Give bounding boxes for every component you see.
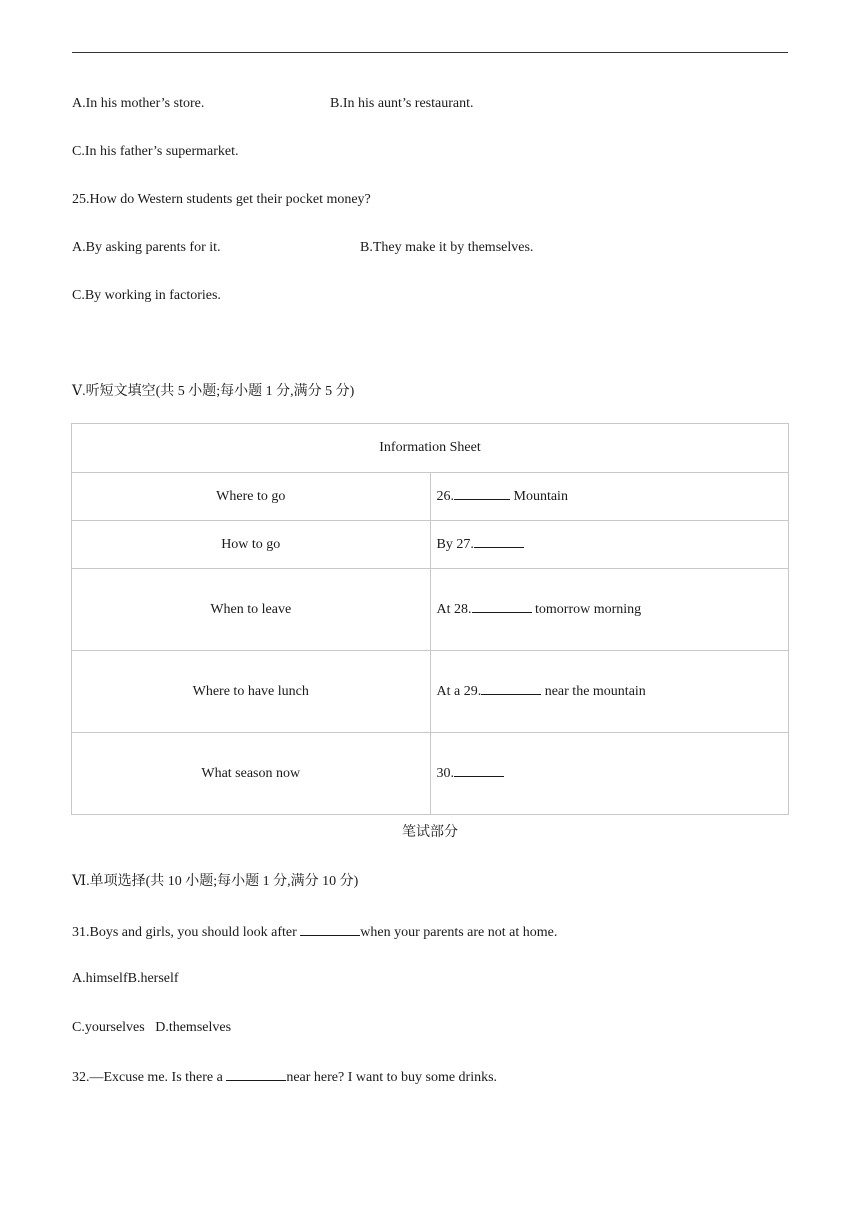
table-row bbox=[72, 521, 789, 569]
q31-stem bbox=[72, 922, 557, 942]
table-row bbox=[72, 733, 789, 815]
answer-blank-29 bbox=[481, 681, 541, 695]
q31-stem-end: when your parents are not at home. bbox=[360, 925, 558, 940]
row-value bbox=[430, 733, 789, 815]
written-part-heading: 笔试部分 bbox=[402, 825, 458, 840]
q31-options-cd: C.yourselves D.themselves bbox=[72, 1020, 232, 1035]
q31-stem-start: 31.Boys and girls, you should look after bbox=[72, 925, 301, 940]
blank-prefix: 26. bbox=[436, 488, 454, 504]
row-value bbox=[430, 569, 789, 651]
answer-blank-26 bbox=[454, 486, 510, 500]
row-label: What season now bbox=[72, 733, 431, 815]
q25-stem: 25.How do Western students get their pocket money? bbox=[72, 192, 371, 207]
q25-option-a: A.By asking parents for it. bbox=[72, 240, 221, 255]
table-title-row bbox=[72, 424, 789, 473]
row-value bbox=[430, 651, 789, 733]
blank-suffix: Mountain bbox=[510, 488, 568, 504]
section-6-heading: Ⅵ.单项选择(共 10 小题;每小题 1 分,满分 10 分) bbox=[72, 874, 359, 889]
row-label: How to go bbox=[72, 521, 431, 569]
information-sheet-table bbox=[71, 423, 789, 815]
row-label: Where to go bbox=[72, 473, 431, 521]
blank-prefix: 30. bbox=[436, 765, 454, 781]
answer-blank-28 bbox=[472, 599, 532, 613]
q32-stem-end: near here? I want to buy some drinks. bbox=[286, 1070, 498, 1085]
q24-option-b: B.In his aunt’s restaurant. bbox=[330, 96, 474, 111]
q32-stem bbox=[72, 1067, 497, 1087]
table-row bbox=[72, 473, 789, 521]
blank-suffix: near the mountain bbox=[541, 683, 646, 699]
q31-options-ab: A.himselfB.herself bbox=[72, 971, 179, 986]
header-rule bbox=[72, 52, 788, 53]
row-label: When to leave bbox=[72, 569, 431, 651]
blank-suffix: tomorrow morning bbox=[531, 601, 642, 617]
q24-option-c: C.In his father’s supermarket. bbox=[72, 144, 239, 159]
answer-blank-27 bbox=[474, 534, 524, 548]
blank-prefix: At 28. bbox=[436, 601, 472, 617]
answer-blank-31 bbox=[300, 922, 360, 936]
answer-blank-30 bbox=[454, 763, 504, 777]
row-label: Where to have lunch bbox=[72, 651, 431, 733]
q25-option-c: C.By working in factories. bbox=[72, 288, 221, 303]
table-row bbox=[72, 651, 789, 733]
blank-prefix: By 27. bbox=[436, 536, 474, 552]
q24-option-a: A.In his mother’s store. bbox=[72, 96, 205, 111]
information-sheet-title: Information Sheet bbox=[72, 424, 789, 473]
section-5-heading: Ⅴ.听短文填空(共 5 小题;每小题 1 分,满分 5 分) bbox=[72, 384, 355, 399]
table-row bbox=[72, 569, 789, 651]
q32-stem-start: 32.—Excuse me. Is there a bbox=[72, 1070, 227, 1085]
row-value bbox=[430, 521, 789, 569]
row-value bbox=[430, 473, 789, 521]
blank-prefix: At a 29. bbox=[436, 683, 482, 699]
q25-option-b: B.They make it by themselves. bbox=[360, 240, 534, 255]
answer-blank-32 bbox=[226, 1067, 286, 1081]
